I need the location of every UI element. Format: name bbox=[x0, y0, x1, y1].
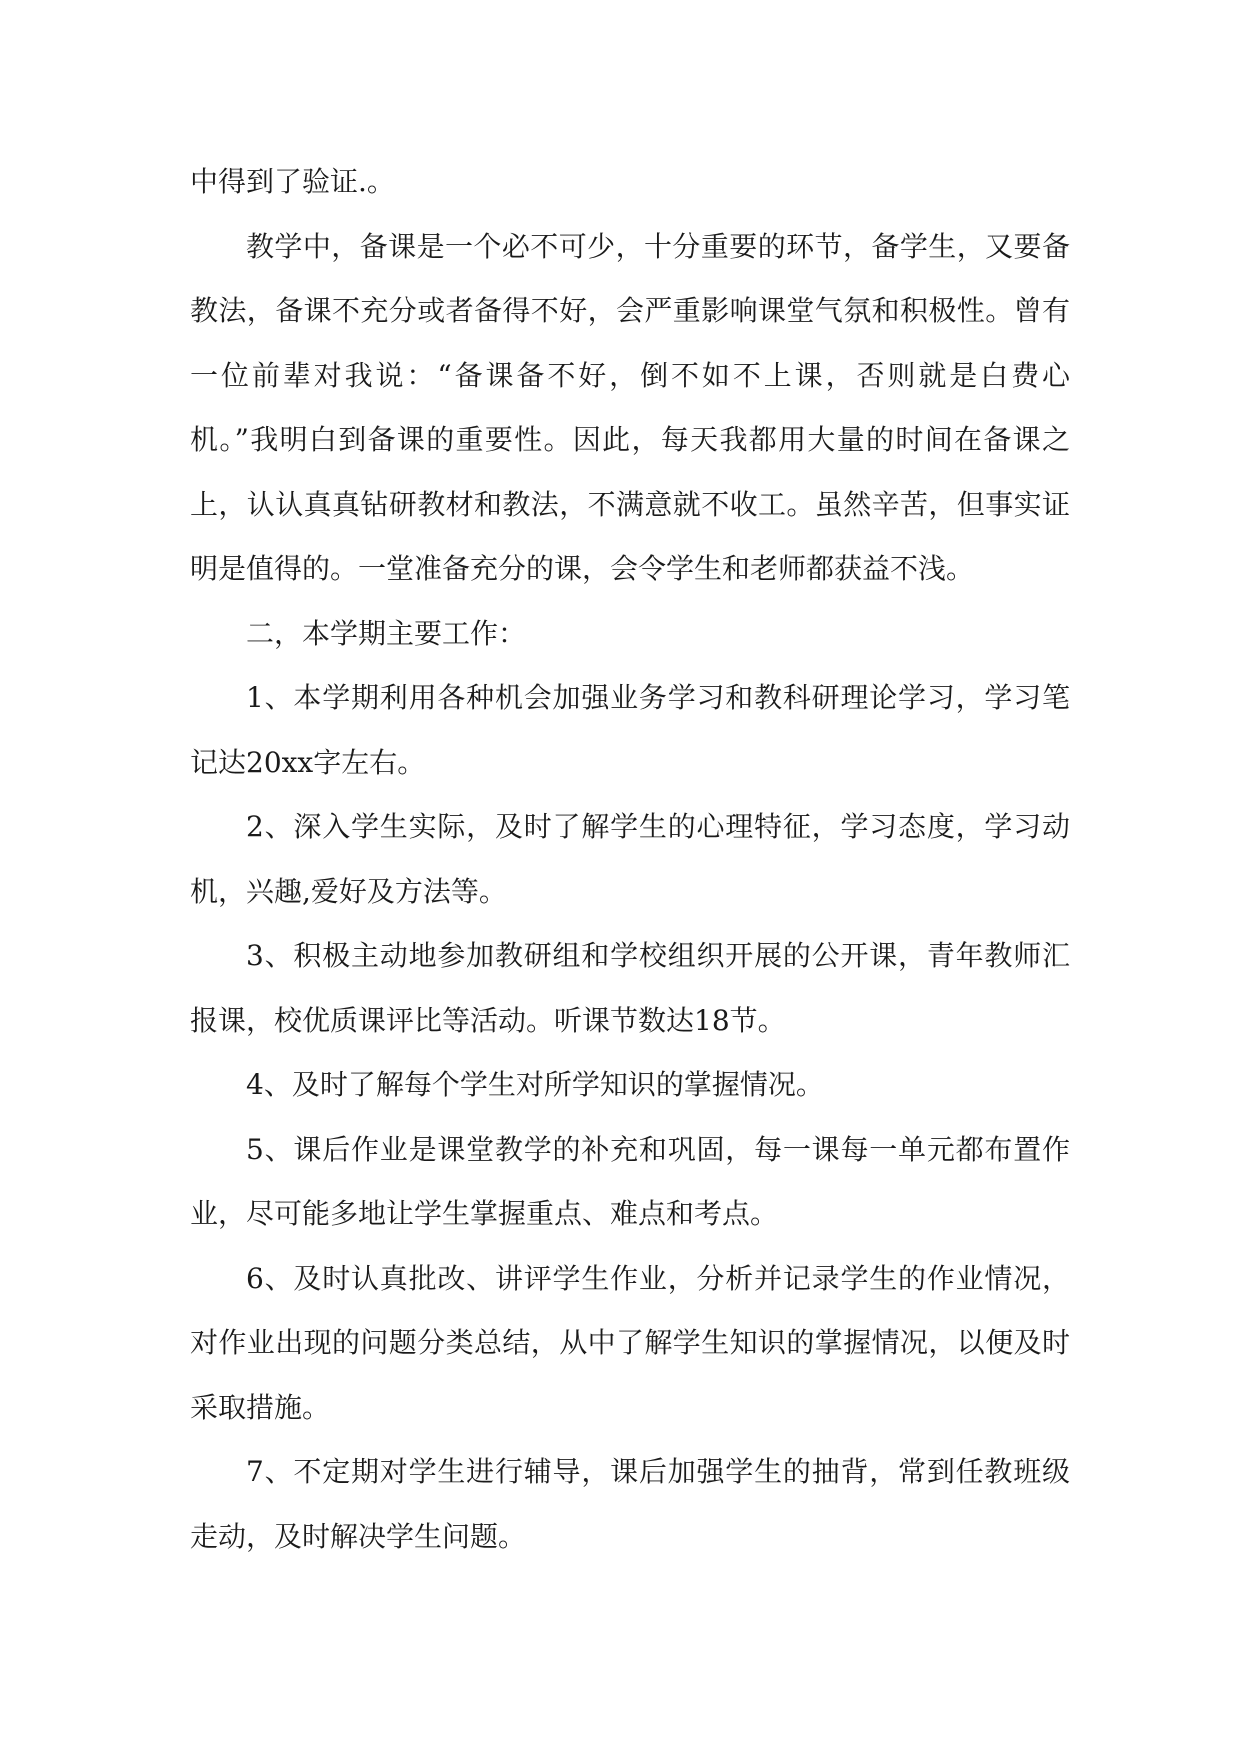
document-body bbox=[190, 150, 1070, 1569]
section-heading-main-work: 二，本学期主要工作： bbox=[246, 616, 527, 650]
list-item-1: 1、本学期利用各种机会加强业务学习和教科研理论学习，学习笔记达20xx字左右。 bbox=[190, 681, 1070, 779]
paragraph-continuation: 中得到了验证.。 bbox=[190, 165, 395, 198]
list-item-7: 7、不定期对学生进行辅导，课后加强学生的抽背，常到任教班级走动，及时解决学生问题。 bbox=[190, 1455, 1070, 1553]
list-item-3: 3、积极主动地参加教研组和学校组织开展的公开课，青年教师汇报课，校优质课评比等活动。听课节数达18节。 bbox=[190, 939, 1070, 1037]
list-item-6: 6、及时认真批改、讲评学生作业，分析并记录学生的作业情况，对作业出现的问题分类总结，从中了解学生知识的掌握情况，以便及时采取措施。 bbox=[190, 1261, 1070, 1424]
paragraph-lesson-preparation: 教学中，备课是一个必不可少，十分重要的环节，备学生，又要备教法，备课不充分或者备得不好，会严重影响课堂气氛和积极性。曾有一位前辈对我说：“备课备不好，倒不如不上课，否则就是白费心机。”我明白到备课的重要性。因此，每天我都用大量的时间在备课之上，认认真真钻研教材和教法，不满意就不收工。虽然辛苦，但事实证明是值得的。一堂准备充分的课，会令学生和老师都获益不浅。 bbox=[190, 229, 1070, 585]
list-item-4: 4、及时了解每个学生对所学知识的掌握情况。 bbox=[246, 1068, 824, 1101]
list-item-5: 5、课后作业是课堂教学的补充和巩固，每一课每一单元都布置作业，尽可能多地让学生掌握重点、难点和考点。 bbox=[190, 1132, 1070, 1230]
list-item-2: 2、深入学生实际，及时了解学生的心理特征，学习态度，学习动机，兴趣,爱好及方法等。 bbox=[190, 810, 1070, 908]
